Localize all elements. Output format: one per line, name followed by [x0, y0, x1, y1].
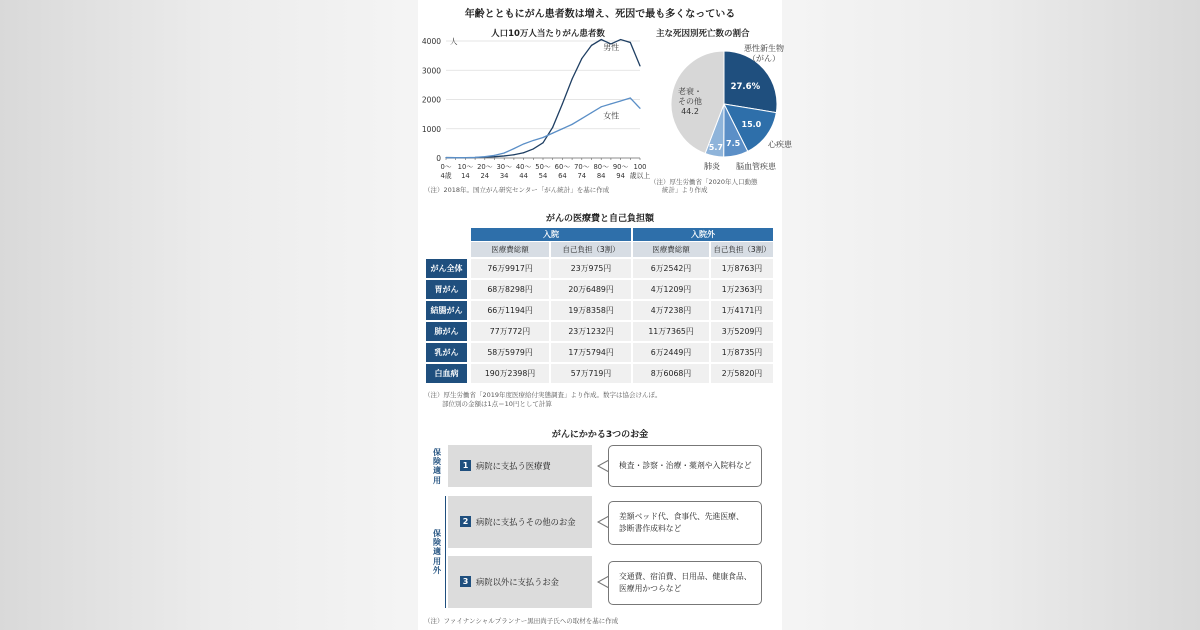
table-note-line2: 部位別の金額は1点＝10円として計算 — [442, 400, 552, 408]
table-cell-5-1: 57万719円 — [551, 364, 631, 383]
table-subheader-3: 自己負担（3割） — [711, 242, 773, 257]
money-item-2-label: 病院に支払うその他のお金 — [476, 517, 576, 527]
uninsured-label: 保険適用外 — [433, 529, 441, 575]
table-cell-2-3: 1万4171円 — [711, 301, 773, 320]
table-cell-5-3: 2万5820円 — [711, 364, 773, 383]
cost-table — [418, 0, 782, 420]
table-cell-5-2: 8万6068円 — [633, 364, 709, 383]
x-tick-label-8-bottom: 84 — [596, 172, 606, 180]
x-tick-label-4-top: 40〜 — [515, 163, 532, 171]
table-row-label-1: 胃がん — [426, 280, 467, 299]
table-cell-0-3: 1万8763円 — [711, 259, 773, 278]
x-tick-label-10-top: 100 — [633, 163, 647, 171]
insured-label: 保険適用 — [433, 448, 441, 485]
money-item-3-detail — [608, 561, 762, 605]
table-cell-1-0: 68万8298円 — [471, 280, 549, 299]
table-row-label-0: がん全体 — [426, 259, 467, 278]
pie-chart-note-line2: 統計」より作成 — [662, 186, 708, 194]
table-cell-0-0: 76万9917円 — [471, 259, 549, 278]
pie-name-label-4-2: 44.2 — [681, 107, 699, 116]
x-tick-label-6-top: 60〜 — [554, 163, 571, 171]
pie-value-label-2: 7.5 — [726, 138, 741, 148]
money-item-1-number: 1 — [460, 460, 471, 471]
x-tick-label-2-top: 20〜 — [477, 163, 493, 171]
pie-name-label-3-0: 肺炎 — [704, 162, 720, 171]
money-item-3-number: 3 — [460, 576, 471, 587]
money-item-3-detail-line2: 医療用かつらなど — [619, 584, 682, 593]
pie-value-label-0: 27.6% — [730, 81, 761, 92]
table-cell-1-3: 1万2363円 — [711, 280, 773, 299]
x-tick-label-10-bottom: 歳以上 — [629, 172, 651, 180]
table-group-header-outpatient: 入院外 — [633, 228, 773, 241]
line-chart-title: 人口10万人当たりがん患者数 — [491, 29, 605, 39]
table-cell-4-2: 6万2449円 — [633, 343, 709, 362]
line-chart-note: （注）2018年。国立がん研究センター「がん統計」を基に作成 — [424, 186, 610, 194]
table-row-label-2: 結腸がん — [426, 301, 467, 320]
pie-name-label-0-0: 悪性新生物 — [744, 44, 784, 53]
table-subheader-0: 医療費総額 — [471, 242, 549, 257]
x-tick-label-2-bottom: 24 — [480, 172, 490, 180]
x-tick-label-7-top: 70〜 — [574, 163, 590, 171]
x-tick-label-0-top: 0〜 — [440, 163, 452, 171]
y-unit-label: 人 — [450, 37, 458, 46]
uninsured-bracket — [445, 496, 446, 608]
table-cell-3-1: 23万1232円 — [551, 322, 631, 341]
pie-name-label-4-1: その他 — [678, 97, 702, 106]
table-cell-0-1: 23万975円 — [551, 259, 631, 278]
x-tick-label-1-top: 10〜 — [457, 163, 474, 171]
x-tick-label-7-bottom: 74 — [577, 172, 587, 180]
pie-name-label-0-1: （がん） — [748, 54, 780, 63]
table-note-line1: （注）厚生労働省「2019年度医療給付実態調査」より作成。数字は協会けんぽ。 — [424, 391, 662, 399]
series-label-male: 男性 — [603, 42, 620, 52]
table-cell-2-2: 4万7238円 — [633, 301, 709, 320]
main-title: 年齢とともにがん患者数は増え、死因で最も多くなっている — [464, 9, 736, 20]
x-tick-label-9-bottom: 94 — [616, 172, 625, 180]
pie-name-label-1-0: 心疾患 — [768, 140, 792, 149]
x-tick-label-4-bottom: 44 — [519, 172, 528, 180]
x-tick-label-3-top: 30〜 — [496, 163, 512, 171]
pie-value-label-1: 15.0 — [741, 120, 762, 130]
table-row-label-4: 乳がん — [426, 343, 467, 362]
y-tick-label-0: 0 — [436, 154, 441, 163]
x-tick-label-1-bottom: 14 — [461, 172, 470, 180]
table-cell-1-2: 4万1209円 — [633, 280, 709, 299]
series-label-female: 女性 — [603, 111, 620, 121]
table-cell-1-1: 20万6489円 — [551, 280, 631, 299]
money-title: がんにかかる3つのお金 — [551, 430, 649, 440]
money-item-2 — [448, 496, 592, 548]
money-note: （注）ファイナンシャルプランナー黒田尚子氏への取材を基に作成 — [424, 617, 619, 625]
money-item-1-detail-line1: 検査・診察・治療・薬剤や入院料など — [619, 461, 752, 470]
table-title: がんの医療費と自己負担額 — [545, 214, 654, 224]
pie-name-label-4-0: 老衰・ — [678, 87, 702, 96]
x-tick-label-8-top: 80〜 — [593, 163, 609, 171]
x-tick-label-6-bottom: 64 — [558, 172, 567, 180]
money-item-2-number: 2 — [460, 516, 471, 527]
table-row-label-5: 白血病 — [426, 364, 467, 383]
table-cell-3-3: 3万5209円 — [711, 322, 773, 341]
money-item-2-detail-line2: 診断書作成料など — [619, 524, 682, 533]
table-cell-4-1: 17万5794円 — [551, 343, 631, 362]
table-cell-4-3: 1万8735円 — [711, 343, 773, 362]
money-item-3 — [448, 556, 592, 608]
money-item-1-label: 病院に支払う医療費 — [476, 461, 551, 471]
table-cell-2-0: 66万1194円 — [471, 301, 549, 320]
x-tick-label-3-bottom: 34 — [499, 172, 509, 180]
money-item-1 — [448, 445, 592, 487]
table-group-header-inpatient: 入院 — [471, 228, 631, 241]
x-tick-label-5-top: 50〜 — [535, 163, 551, 171]
y-tick-label-2: 2000 — [421, 95, 441, 105]
pie-value-label-3: 5.7 — [708, 143, 723, 153]
table-subheader-2: 医療費総額 — [633, 242, 709, 257]
pie-chart-note-line1: （注）厚生労働省「2020年人口動態 — [650, 178, 758, 186]
pie-name-label-2-0: 脳血管疾患 — [736, 162, 776, 171]
table-cell-3-0: 77万772円 — [471, 322, 549, 341]
y-tick-label-1: 1000 — [421, 124, 441, 134]
table-cell-2-1: 19万8358円 — [551, 301, 631, 320]
y-tick-label-4: 4000 — [421, 37, 441, 46]
infographic-panel — [418, 0, 792, 630]
pie-chart-title: 主な死因別死亡数の割合 — [656, 29, 750, 39]
table-cell-3-2: 11万7365円 — [633, 322, 709, 341]
money-item-3-detail-line1: 交通費、宿泊費、日用品、健康食品、 — [619, 572, 752, 581]
table-cell-4-0: 58万5979円 — [471, 343, 549, 362]
table-cell-0-2: 6万2542円 — [633, 259, 709, 278]
table-cell-5-0: 190万2398円 — [471, 364, 549, 383]
table-row-label-3: 肺がん — [426, 322, 467, 341]
money-item-1-detail — [608, 445, 762, 487]
money-item-2-detail-line1: 差額ベッド代、食事代、先進医療、 — [619, 512, 744, 521]
money-item-3-label: 病院以外に支払うお金 — [476, 577, 559, 587]
money-item-2-detail — [608, 501, 762, 545]
x-tick-label-5-bottom: 54 — [538, 172, 548, 180]
y-tick-label-3: 3000 — [421, 66, 441, 76]
x-tick-label-0-bottom: 4歳 — [440, 172, 452, 180]
table-subheader-1: 自己負担（3割） — [551, 242, 631, 257]
x-tick-label-9-top: 90〜 — [612, 163, 629, 171]
